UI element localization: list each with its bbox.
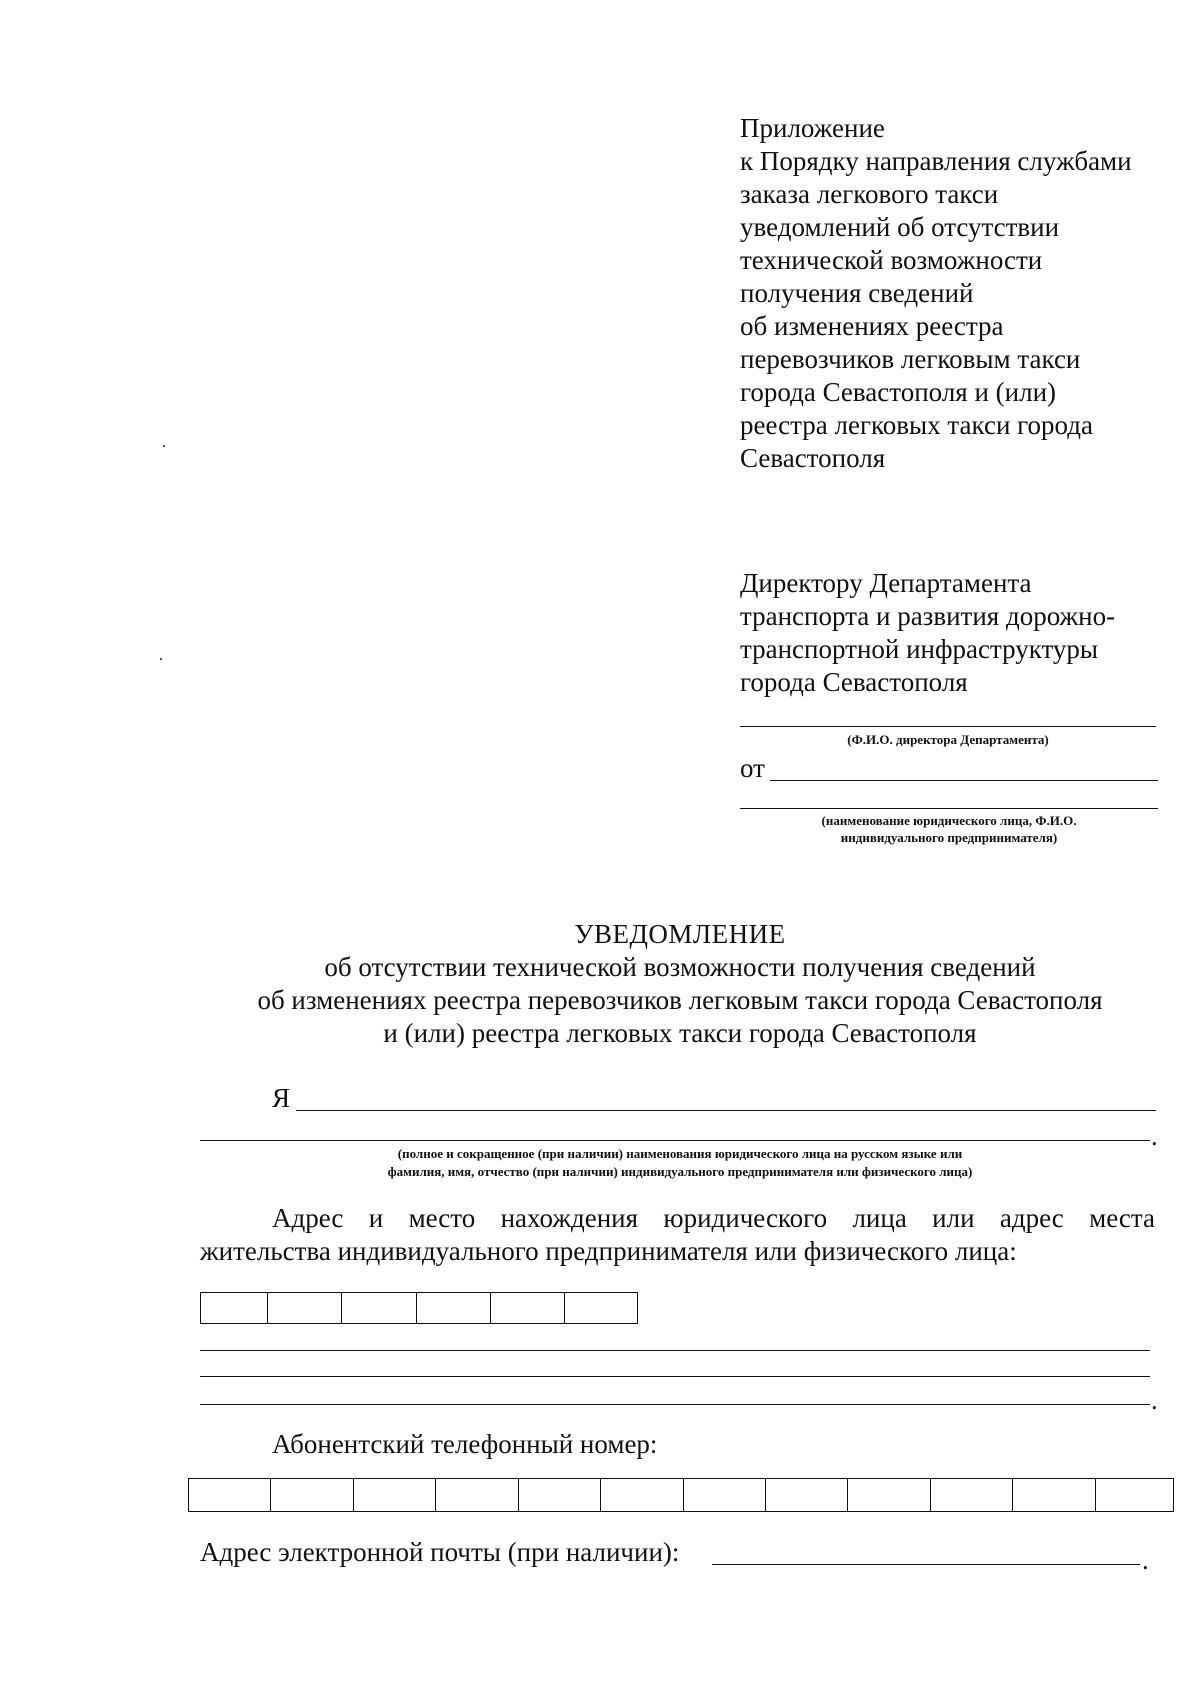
address-text-line2: жительства индивидуального предпринимателя или физического лица:: [200, 1236, 1017, 1266]
director-name-field[interactable]: [740, 726, 1156, 727]
applicant-caption-line1: (полное и сокращенное (при наличии) наименования юридического лица на русском языке или: [397, 1146, 963, 1161]
appendix-block: [740, 112, 1170, 475]
phone-digit-cell[interactable]: [848, 1479, 930, 1511]
appendix-line: к Порядку направления службами: [740, 146, 1132, 176]
appendix-line: заказа легкового такси: [740, 179, 999, 209]
postal-code-cell[interactable]: [268, 1293, 342, 1323]
phone-digit-cell[interactable]: [189, 1479, 271, 1511]
addressee-line: транспорта и развития дорожно-: [740, 601, 1116, 631]
phone-digit-cell[interactable]: [1096, 1479, 1173, 1511]
phone-digit-cell[interactable]: [271, 1479, 353, 1511]
period-mark: .: [1142, 1545, 1149, 1575]
phone-digit-cell[interactable]: [684, 1479, 766, 1511]
appendix-line: об изменениях реестра: [740, 311, 1004, 341]
phone-digit-cell[interactable]: [436, 1479, 518, 1511]
sender-caption-line2: индивидуального предпринимателя): [840, 830, 1058, 845]
phone-digit-cell[interactable]: [766, 1479, 848, 1511]
addressee-line: города Севастополя: [740, 667, 968, 697]
notice-subtitle-line: об отсутствии технической возможности получения сведений: [324, 952, 1036, 982]
addressee-line: Директору Департамента: [740, 568, 1032, 598]
phone-label: Абонентский телефонный номер:: [272, 1429, 658, 1459]
appendix-line: реестра легковых такси города: [740, 410, 1093, 440]
sender-field-line2[interactable]: [740, 808, 1158, 809]
appendix-line: получения сведений: [740, 278, 974, 308]
phone-digit-cell[interactable]: [519, 1479, 601, 1511]
director-caption: (Ф.И.О. директора Департамента): [847, 732, 1049, 747]
phone-digit-cell[interactable]: [931, 1479, 1013, 1511]
appendix-line: Севастополя: [740, 443, 886, 473]
notice-title: УВЕДОМЛЕНИЕ: [574, 919, 786, 949]
appendix-line: уведомлений об отсутствии: [740, 212, 1060, 242]
postal-code-boxes[interactable]: [200, 1292, 638, 1324]
address-field-line2[interactable]: [200, 1376, 1150, 1377]
sender-field[interactable]: [770, 780, 1158, 781]
addressee-block: [740, 567, 1170, 699]
postal-code-cell[interactable]: [565, 1293, 637, 1323]
addressee-line: транспортной инфраструктуры: [740, 634, 1099, 664]
period-mark: .: [1151, 1385, 1158, 1415]
notice-subtitle-line: об изменениях реестра перевозчиков легковым такси города Севастополя: [257, 985, 1103, 1015]
scan-speck: [160, 658, 162, 660]
email-field[interactable]: [712, 1564, 1140, 1565]
address-text-line1: Адрес и место нахождения юридического лица или адрес места: [272, 1203, 1155, 1233]
from-label: от: [740, 753, 765, 783]
email-label: Адрес электронной почты (при наличии):: [200, 1537, 680, 1567]
phone-number-boxes[interactable]: [188, 1478, 1174, 1512]
phone-digit-cell[interactable]: [601, 1479, 683, 1511]
postal-code-cell[interactable]: [342, 1293, 416, 1323]
i-label: Я: [272, 1083, 291, 1113]
phone-digit-cell[interactable]: [1013, 1479, 1095, 1511]
postal-code-cell[interactable]: [491, 1293, 565, 1323]
notice-heading: [200, 918, 1160, 1050]
postal-code-cell[interactable]: [201, 1293, 268, 1323]
address-field-line3[interactable]: [200, 1404, 1150, 1405]
address-field-line1[interactable]: [200, 1350, 1150, 1351]
notice-subtitle-line: и (или) реестра легковых такси города Севастополя: [383, 1018, 977, 1048]
appendix-line: технической возможности: [740, 245, 1043, 275]
period-mark: .: [1151, 1121, 1158, 1151]
applicant-field-line2[interactable]: [200, 1140, 1150, 1141]
scan-speck: [163, 445, 165, 447]
appendix-line: Приложение: [740, 113, 885, 143]
phone-digit-cell[interactable]: [354, 1479, 436, 1511]
appendix-line: перевозчиков легковым такси: [740, 344, 1081, 374]
sender-caption-line1: (наименование юридического лица, Ф.И.О.: [821, 813, 1077, 828]
address-paragraph: [200, 1202, 1155, 1268]
postal-code-cell[interactable]: [417, 1293, 491, 1323]
applicant-caption-line2: фамилия, имя, отчество (при наличии) индивидуального предпринимателя или физического лица): [387, 1164, 973, 1179]
appendix-line: города Севастополя и (или): [740, 377, 1057, 407]
applicant-field[interactable]: [296, 1110, 1156, 1111]
